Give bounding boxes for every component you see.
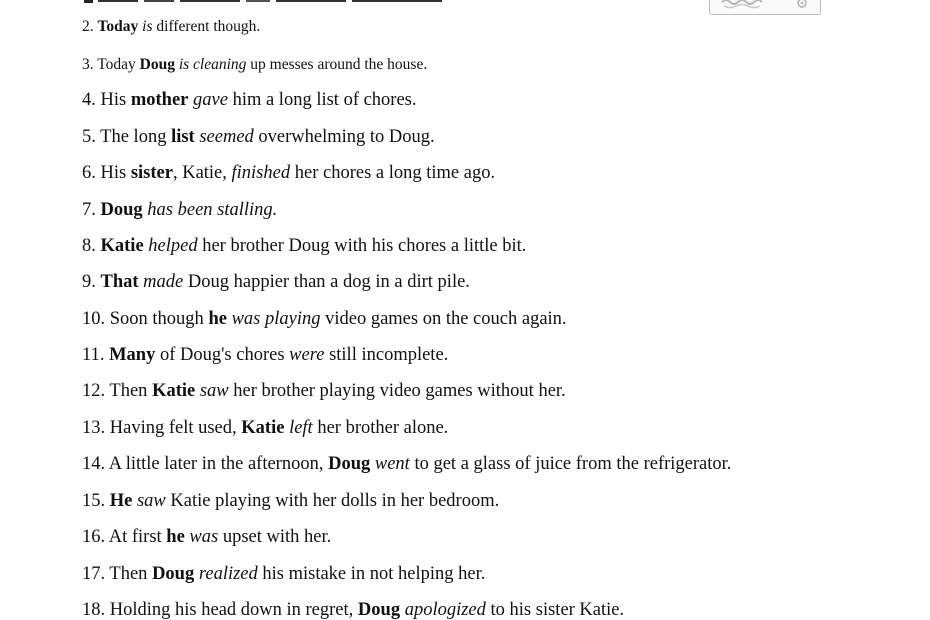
sentence-text: 2. bbox=[82, 18, 98, 35]
sentence-15 bbox=[82, 492, 499, 511]
sentence-text: 7. bbox=[82, 200, 101, 220]
sentence-8 bbox=[82, 237, 526, 256]
sentence-text: 18. Holding his head down in regret, bbox=[82, 600, 358, 620]
subject-word: list bbox=[171, 127, 195, 147]
sentence-text: 9. bbox=[82, 272, 101, 292]
sentence-text: him a long list of chores. bbox=[227, 90, 417, 110]
verb-phrase: finished bbox=[231, 163, 291, 183]
sentence-text: different though. bbox=[152, 18, 261, 35]
sentence-9 bbox=[82, 273, 470, 292]
sentence-text: 3. Today bbox=[82, 56, 140, 73]
sentence-text: 4. His bbox=[82, 90, 131, 110]
subject-word: he bbox=[166, 527, 185, 547]
sentence-text: overwhelming to Doug. bbox=[253, 127, 435, 147]
sentence-12 bbox=[82, 382, 566, 401]
subject-word: Katie bbox=[152, 381, 196, 401]
sentence-text: up messes around the house. bbox=[246, 56, 428, 73]
sentence-13 bbox=[82, 419, 448, 438]
sentence-text: 15. bbox=[82, 491, 110, 511]
sentence-17 bbox=[82, 565, 485, 584]
subject-word: He bbox=[109, 491, 133, 511]
sentence-14 bbox=[82, 455, 731, 474]
cut-off-sentence-1 bbox=[84, 0, 464, 9]
verb-phrase: seemed bbox=[199, 127, 254, 147]
sentence-text: to his sister Katie. bbox=[485, 600, 625, 620]
sentence-text: her brother playing video games without her. bbox=[228, 381, 566, 401]
verb-phrase: is cleaning bbox=[178, 56, 247, 73]
sentence-text: , Katie, bbox=[172, 163, 232, 183]
verb-phrase: is bbox=[142, 18, 153, 35]
sentence-text: 14. A little later in the afternoon, bbox=[82, 454, 329, 474]
subject-word: Many bbox=[109, 345, 156, 365]
sentence-18 bbox=[82, 601, 624, 620]
sentence-text: Doug happier than a dog in a dirt pile. bbox=[183, 272, 470, 292]
sentence-text: his mistake in not helping her. bbox=[257, 564, 486, 584]
subject-word: Today bbox=[97, 18, 139, 35]
sentence-text: 5. The long bbox=[82, 127, 172, 147]
verb-phrase: gave bbox=[193, 90, 228, 110]
sentence-text: video games on the couch again. bbox=[320, 309, 567, 329]
sentence-4 bbox=[82, 91, 417, 110]
sentence-16 bbox=[82, 528, 331, 547]
sentence-2 bbox=[82, 19, 260, 35]
subject-word: mother bbox=[130, 90, 189, 110]
sentence-text: 16. At first bbox=[82, 527, 167, 547]
sentence-text: 12. Then bbox=[82, 381, 153, 401]
subject-word: Doug bbox=[328, 454, 371, 474]
subject-word: Doug bbox=[152, 564, 195, 584]
sentence-text: of Doug's chores bbox=[155, 345, 290, 365]
subject-word: That bbox=[100, 272, 139, 292]
verb-phrase: was bbox=[189, 527, 219, 547]
sentence-text: 8. bbox=[82, 236, 101, 256]
sentence-text: 10. Soon though bbox=[82, 309, 209, 329]
verb-phrase: made bbox=[143, 272, 184, 292]
verb-phrase: left bbox=[289, 418, 313, 438]
verb-phrase: realized bbox=[198, 564, 258, 584]
subject-word: Doug bbox=[100, 200, 143, 220]
verb-phrase: helped bbox=[148, 236, 198, 256]
verb-phrase: saw bbox=[199, 381, 229, 401]
sentence-text: upset with her. bbox=[218, 527, 332, 547]
subject-word: Doug bbox=[357, 600, 401, 620]
sentence-text: her brother Doug with his chores a little bit. bbox=[197, 236, 527, 256]
subject-word: Doug bbox=[139, 56, 175, 73]
verb-phrase: went bbox=[374, 454, 410, 474]
clipped-text-fragment bbox=[84, 0, 464, 5]
subject-word: he bbox=[208, 309, 227, 329]
sentence-3 bbox=[82, 57, 427, 73]
verb-phrase: has been stalling. bbox=[147, 200, 278, 220]
logo-stamp-graphic bbox=[710, 0, 820, 14]
subject-word: Katie bbox=[241, 418, 285, 438]
verb-phrase: was playing bbox=[231, 309, 321, 329]
sentence-text: 17. Then bbox=[82, 564, 153, 584]
sentence-5 bbox=[82, 128, 435, 147]
sentence-text: to get a glass of juice from the refrigerator. bbox=[409, 454, 732, 474]
sentence-text: 11. bbox=[82, 345, 110, 365]
sentence-text: 6. His bbox=[82, 163, 131, 183]
verb-phrase: saw bbox=[136, 491, 166, 511]
subject-word: sister bbox=[130, 163, 173, 183]
sentence-text: her chores a long time ago. bbox=[290, 163, 496, 183]
sentence-text: her brother alone. bbox=[312, 418, 449, 438]
sentence-7 bbox=[82, 201, 277, 220]
verb-phrase: were bbox=[289, 345, 325, 365]
verb-phrase: apologized bbox=[404, 600, 486, 620]
sentence-text: still incomplete. bbox=[324, 345, 449, 365]
logo-stamp bbox=[709, 0, 821, 15]
sentence-text: 13. Having felt used, bbox=[82, 418, 242, 438]
sentence-10 bbox=[82, 310, 567, 329]
sentence-text: Katie playing with her dolls in her bedroom. bbox=[165, 491, 500, 511]
sentence-6 bbox=[82, 164, 495, 183]
sentence-11 bbox=[82, 346, 448, 365]
subject-word: Katie bbox=[100, 236, 144, 256]
